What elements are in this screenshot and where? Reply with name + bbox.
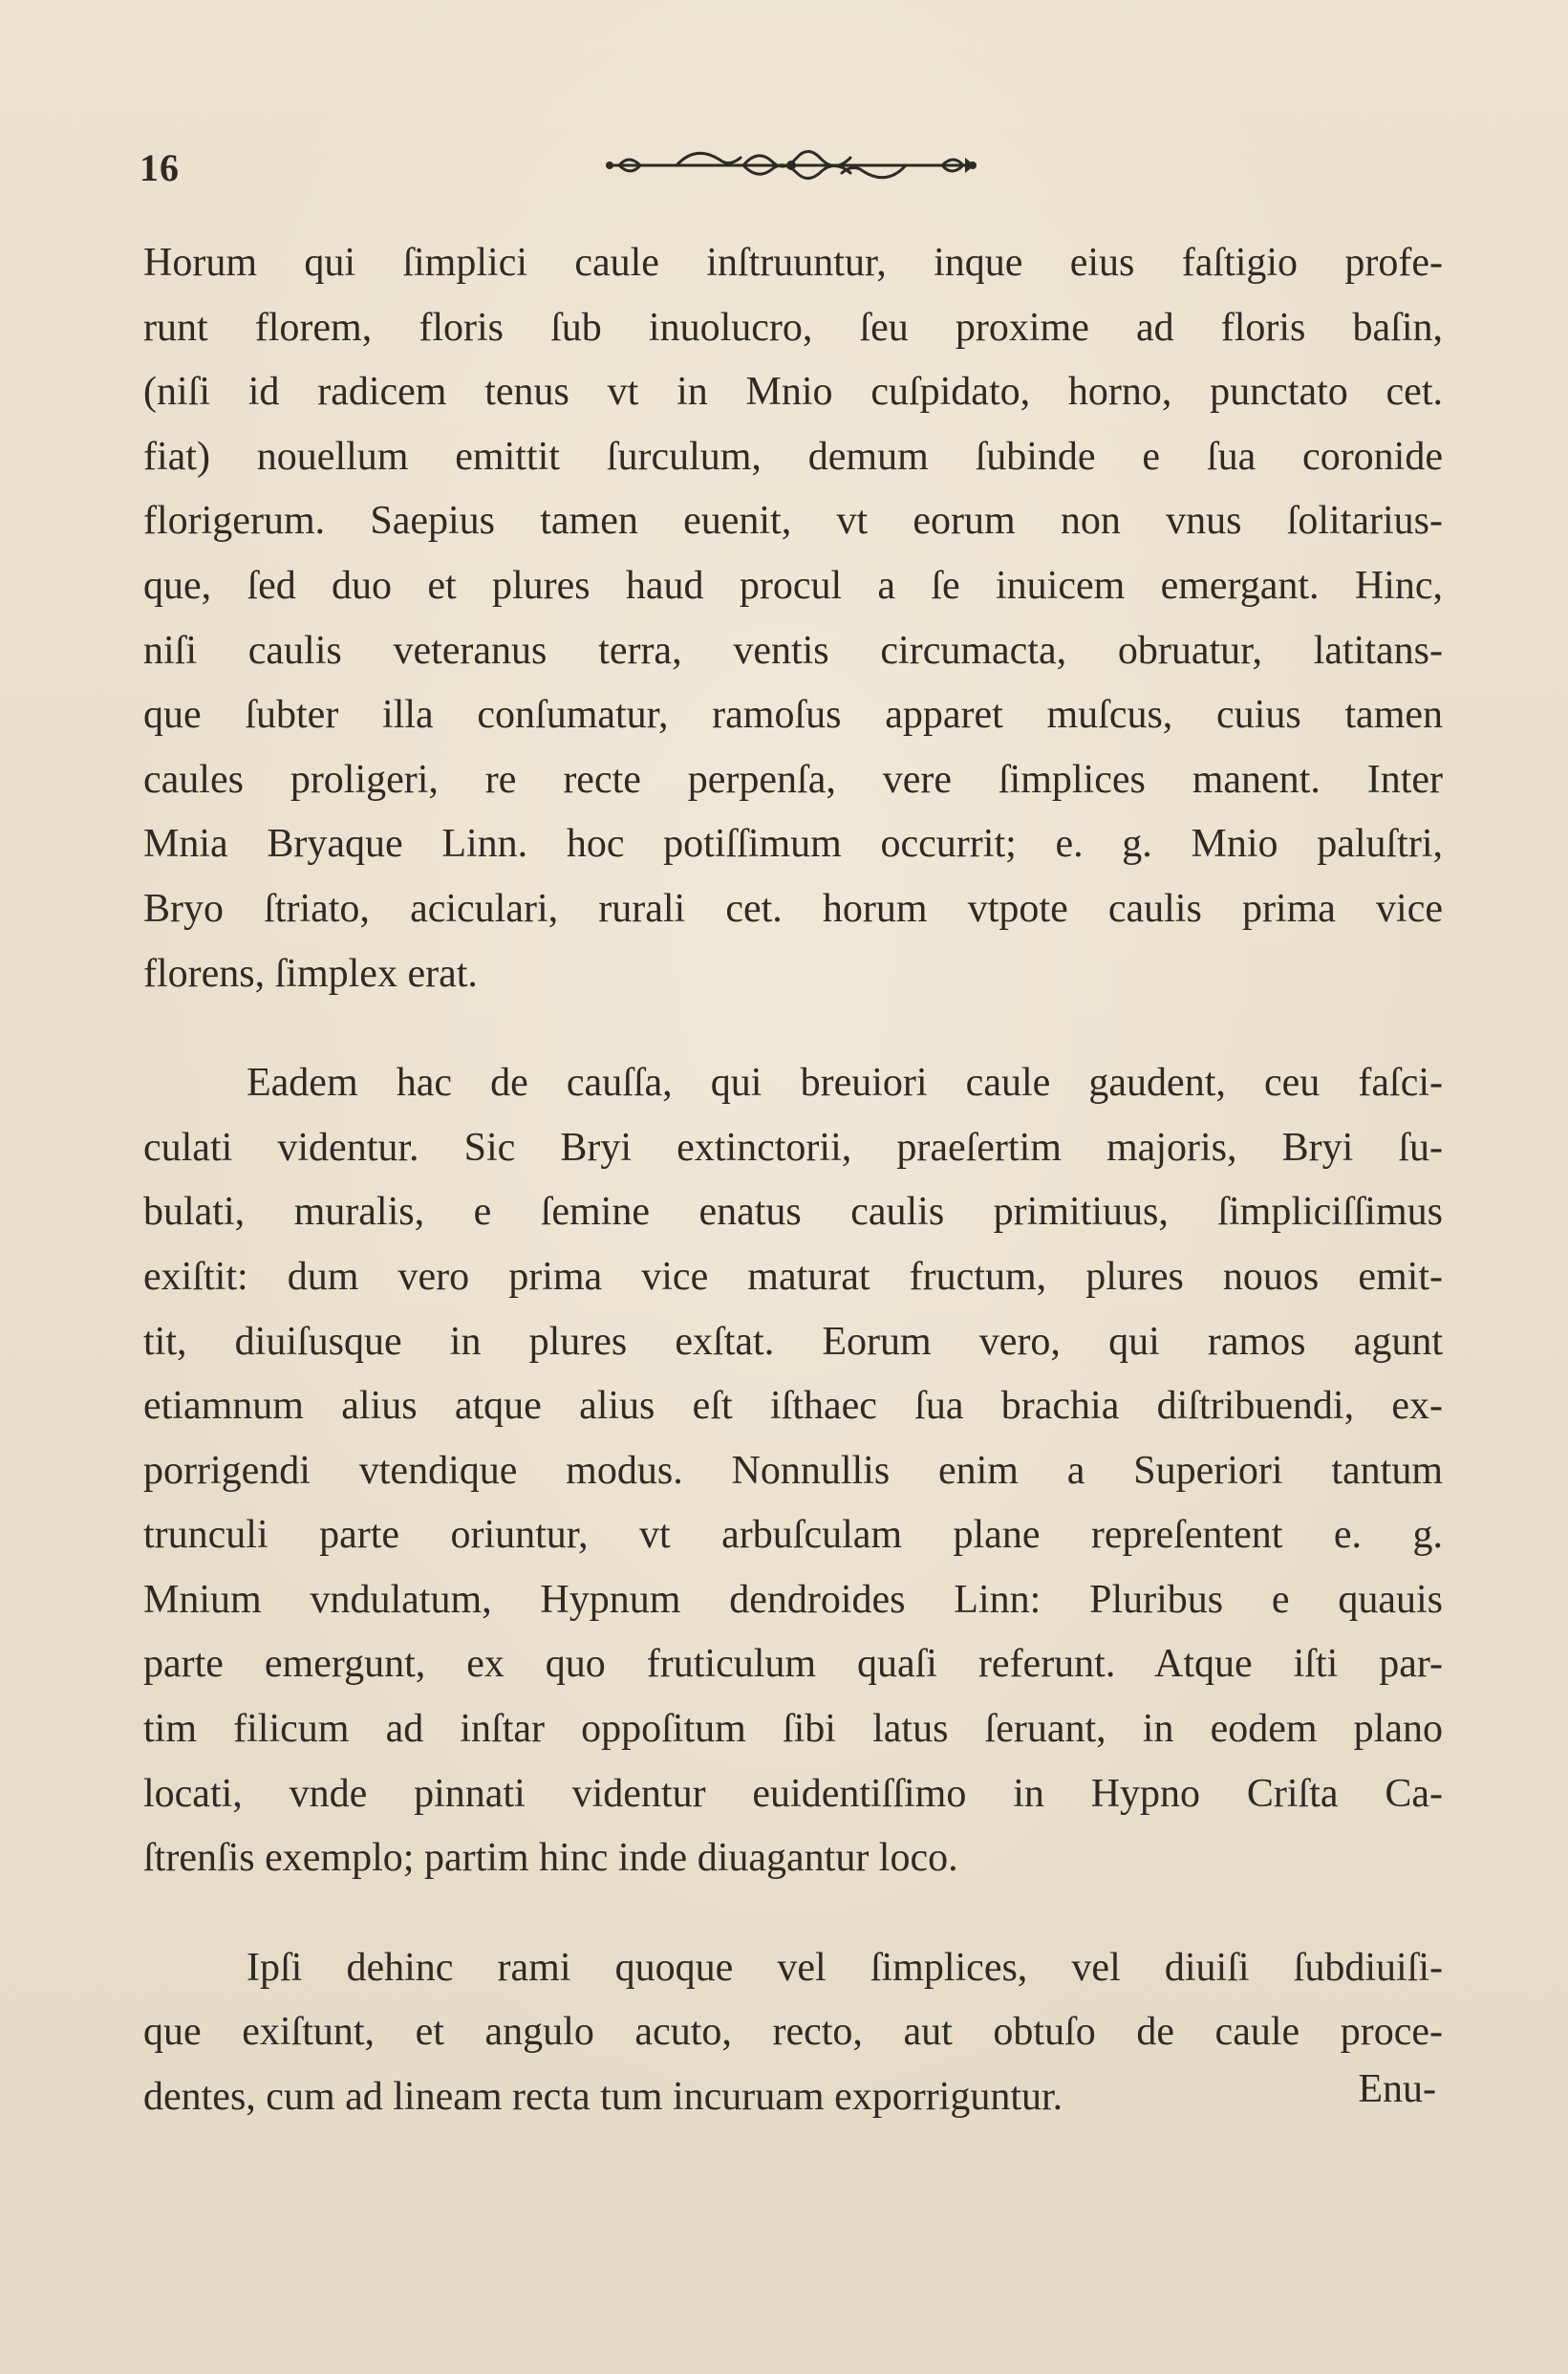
text-line: dentes, cum ad lineam recta tum incuruam exporriguntur.	[143, 2075, 1063, 2120]
text-line: que ſubter illa conſumatur, ramoſus apparet muſcus, cuius tamen	[143, 693, 1443, 738]
paragraph-3	[143, 1936, 1443, 2130]
text-line: culati videntur. Sic Bryi extinctorii, praeſertim majoris, Bryi ſu-	[143, 1125, 1443, 1170]
text-line: tit, diuiſusque in plures exſtat. Eorum vero, qui ramos agunt	[143, 1319, 1443, 1364]
text-line: tim filicum ad inſtar oppoſitum ſibi latus ſeruant, in eodem plano	[143, 1707, 1443, 1752]
text-line: que exiſtunt, et angulo acuto, recto, aut obtuſo de caule proce-	[143, 2010, 1443, 2055]
text-line: florigerum. Saepius tamen euenit, vt eorum non vnus ſolitarius-	[143, 499, 1443, 544]
text-line: Bryo ſtriato, aciculari, rurali cet. horum vtpote caulis prima vice	[143, 886, 1443, 931]
text-line: porrigendi vtendique modus. Nonnullis enim a Superiori tantum	[143, 1448, 1443, 1493]
text-line: locati, vnde pinnati videntur euidentiſſimo in Hypno Criſta Ca-	[143, 1771, 1443, 1816]
text-line: fiat) nouellum emittit ſurculum, demum ſubinde e ſua coronide	[143, 434, 1443, 479]
text-line: (niſi id radicem tenus vt in Mnio cuſpidato, horno, punctato cet.	[143, 370, 1443, 415]
decorative-scroll-ornament-icon	[600, 141, 982, 189]
text-line: ſtrenſis exemplo; partim hinc inde diuagantur loco.	[143, 1836, 958, 1881]
text-line: niſi caulis veteranus terra, ventis circumacta, obruatur, latitans-	[143, 628, 1443, 673]
paragraph-2	[143, 1051, 1443, 1891]
text-line: Ipſi dehinc rami quoque vel ſimplices, vel diuiſi ſubdiuiſi-	[247, 1945, 1443, 1990]
text-line: runt florem, floris ſub inuolucro, ſeu proxime ad floris baſin,	[143, 305, 1443, 350]
text-line: parte emergunt, ex quo fruticulum quaſi referunt. Atque iſti par-	[143, 1642, 1443, 1687]
text-line: Eadem hac de cauſſa, qui breuiori caule gaudent, ceu faſci-	[247, 1061, 1443, 1106]
text-line: Mnia Bryaque Linn. hoc potiſſimum occurrit; e. g. Mnio paluſtri,	[143, 822, 1443, 867]
text-line: florens, ſimplex erat.	[143, 951, 478, 996]
paragraph-1	[143, 231, 1443, 1006]
text-line: bulati, muralis, e ſemine enatus caulis primitiuus, ſimpliciſſimus	[143, 1190, 1443, 1235]
text-line: etiamnum alius atque alius eſt iſthaec ſua brachia diſtribuendi, ex-	[143, 1384, 1443, 1429]
text-line: exiſtit: dum vero prima vice maturat fructum, plures nouos emit-	[143, 1254, 1443, 1299]
catchword: Enu-	[1358, 2067, 1436, 2111]
text-line: trunculi parte oriuntur, vt arbuſculam plane repreſentent e. g.	[143, 1513, 1443, 1558]
text-line: Horum qui ſimplici caule inſtruuntur, inque eius faſtigio profe-	[143, 241, 1443, 285]
body-text	[143, 231, 1443, 2130]
text-line: caules proligeri, re recte perpenſa, vere ſimplices manent. Inter	[143, 757, 1443, 802]
text-line: que, ſed duo et plures haud procul a ſe inuicem emergant. Hinc,	[143, 563, 1443, 608]
page-number: 16	[140, 146, 180, 189]
text-line: Mnium vndulatum, Hypnum dendroides Linn: Pluribus e quauis	[143, 1577, 1443, 1622]
